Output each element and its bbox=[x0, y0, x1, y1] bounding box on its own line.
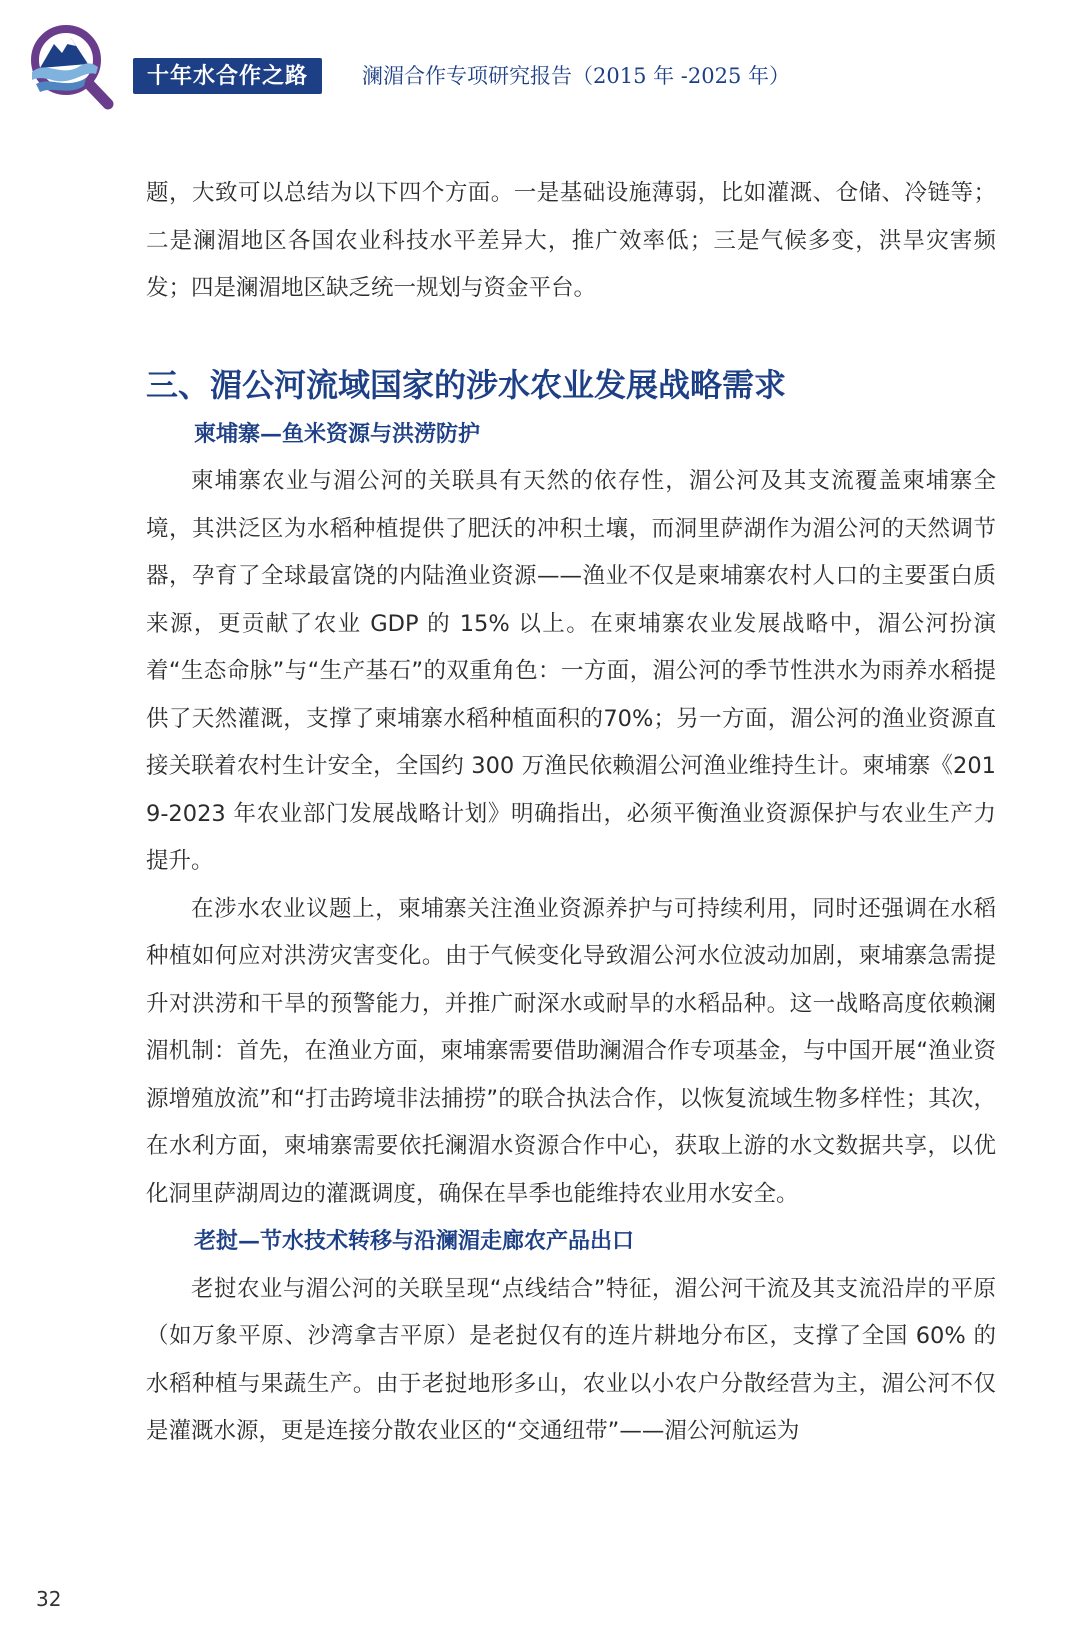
cambodia-subheading: 柬埔寨—鱼米资源与洪涝防护 bbox=[194, 420, 481, 447]
section-heading: 三、湄公河流域国家的涉水农业发展战略需求 bbox=[146, 365, 787, 404]
intro-paragraph: 题，大致可以总结为以下四个方面。一是基础设施薄弱，比如灌溉、仓储、冷链等；二是澜湄地区各国农业科技水平差异大，推广效率低；三是气候多变，洪旱灾害频发；四是澜湄地区缺乏统一规划与资金平台。 bbox=[146, 180, 996, 301]
laos-paragraph-1: 老挝农业与湄公河的关联呈现“点线结合”特征，湄公河干流及其支流沿岸的平原（如万象平原、沙湾拿吉平原）是老挝仅有的连片耕地分布区，支撑了全国 60% 的水稻种植与果蔬生产。由于老挝地形多山，农业以小农户分散经营为主，湄公河不仅是灌溉水源，更是连接分散农业区的“交通纽带”——湄公河航运为 bbox=[146, 1275, 996, 1444]
page-header bbox=[0, 0, 1080, 120]
series-title-badge: 十年水合作之路 bbox=[133, 58, 322, 94]
report-logo-icon bbox=[24, 20, 116, 112]
cambodia-paragraph-2: 在涉水农业议题上，柬埔寨关注渔业资源养护与可持续利用，同时还强调在水稻种植如何应对洪涝灾害变化。由于气候变化导致湄公河水位波动加剧，柬埔寨急需提升对洪涝和干旱的预警能力，并推广耐深水或耐旱的水稻品种。这一战略高度依赖澜湄机制：首先，在渔业方面，柬埔寨需要借助澜湄合作专项基金，与中国开展“渔业资源增殖放流”和“打击跨境非法捕捞”的联合执法合作，以恢复流域生物多样性；其次，在水利方面，柬埔寨需要依托澜湄水资源合作中心，获取上游的水文数据共享，以优化洞里萨湖周边的灌溉调度，确保在旱季也能维持农业用水安全。 bbox=[146, 895, 996, 1207]
cambodia-paragraph-1: 柬埔寨农业与湄公河的关联具有天然的依存性，湄公河及其支流覆盖柬埔寨全境，其洪泛区为水稻种植提供了肥沃的冲积土壤，而洞里萨湖作为湄公河的天然调节器，孕育了全球最富饶的内陆渔业资源——渔业不仅是柬埔寨农村人口的主要蛋白质来源，更贡献了农业 GDP 的 15% 以上。在柬埔寨农业发展战略中，湄公河扮演着“生态命脉”与“生产基石”的双重角色：一方面，湄公河的季节性洪水为雨养水稻提供了天然灌溉，支撑了柬埔寨水稻种植面积的70%；另一方面，湄公河的渔业资源直接关联着农村生计安全，全国约 300 万渔民依赖湄公河渔业维持生计。柬埔寨《2019-2023 年农业部门发展战略计划》明确指出，必须平衡渔业资源保护与农业生产力提升。 bbox=[146, 468, 996, 874]
report-running-title: 澜湄合作专项研究报告（2015 年 -2025 年） bbox=[362, 64, 791, 88]
page-number: 32 bbox=[36, 1587, 62, 1611]
page-content bbox=[146, 170, 996, 1456]
laos-subheading: 老挝—节水技术转移与沿澜湄走廊农产品出口 bbox=[194, 1228, 635, 1254]
